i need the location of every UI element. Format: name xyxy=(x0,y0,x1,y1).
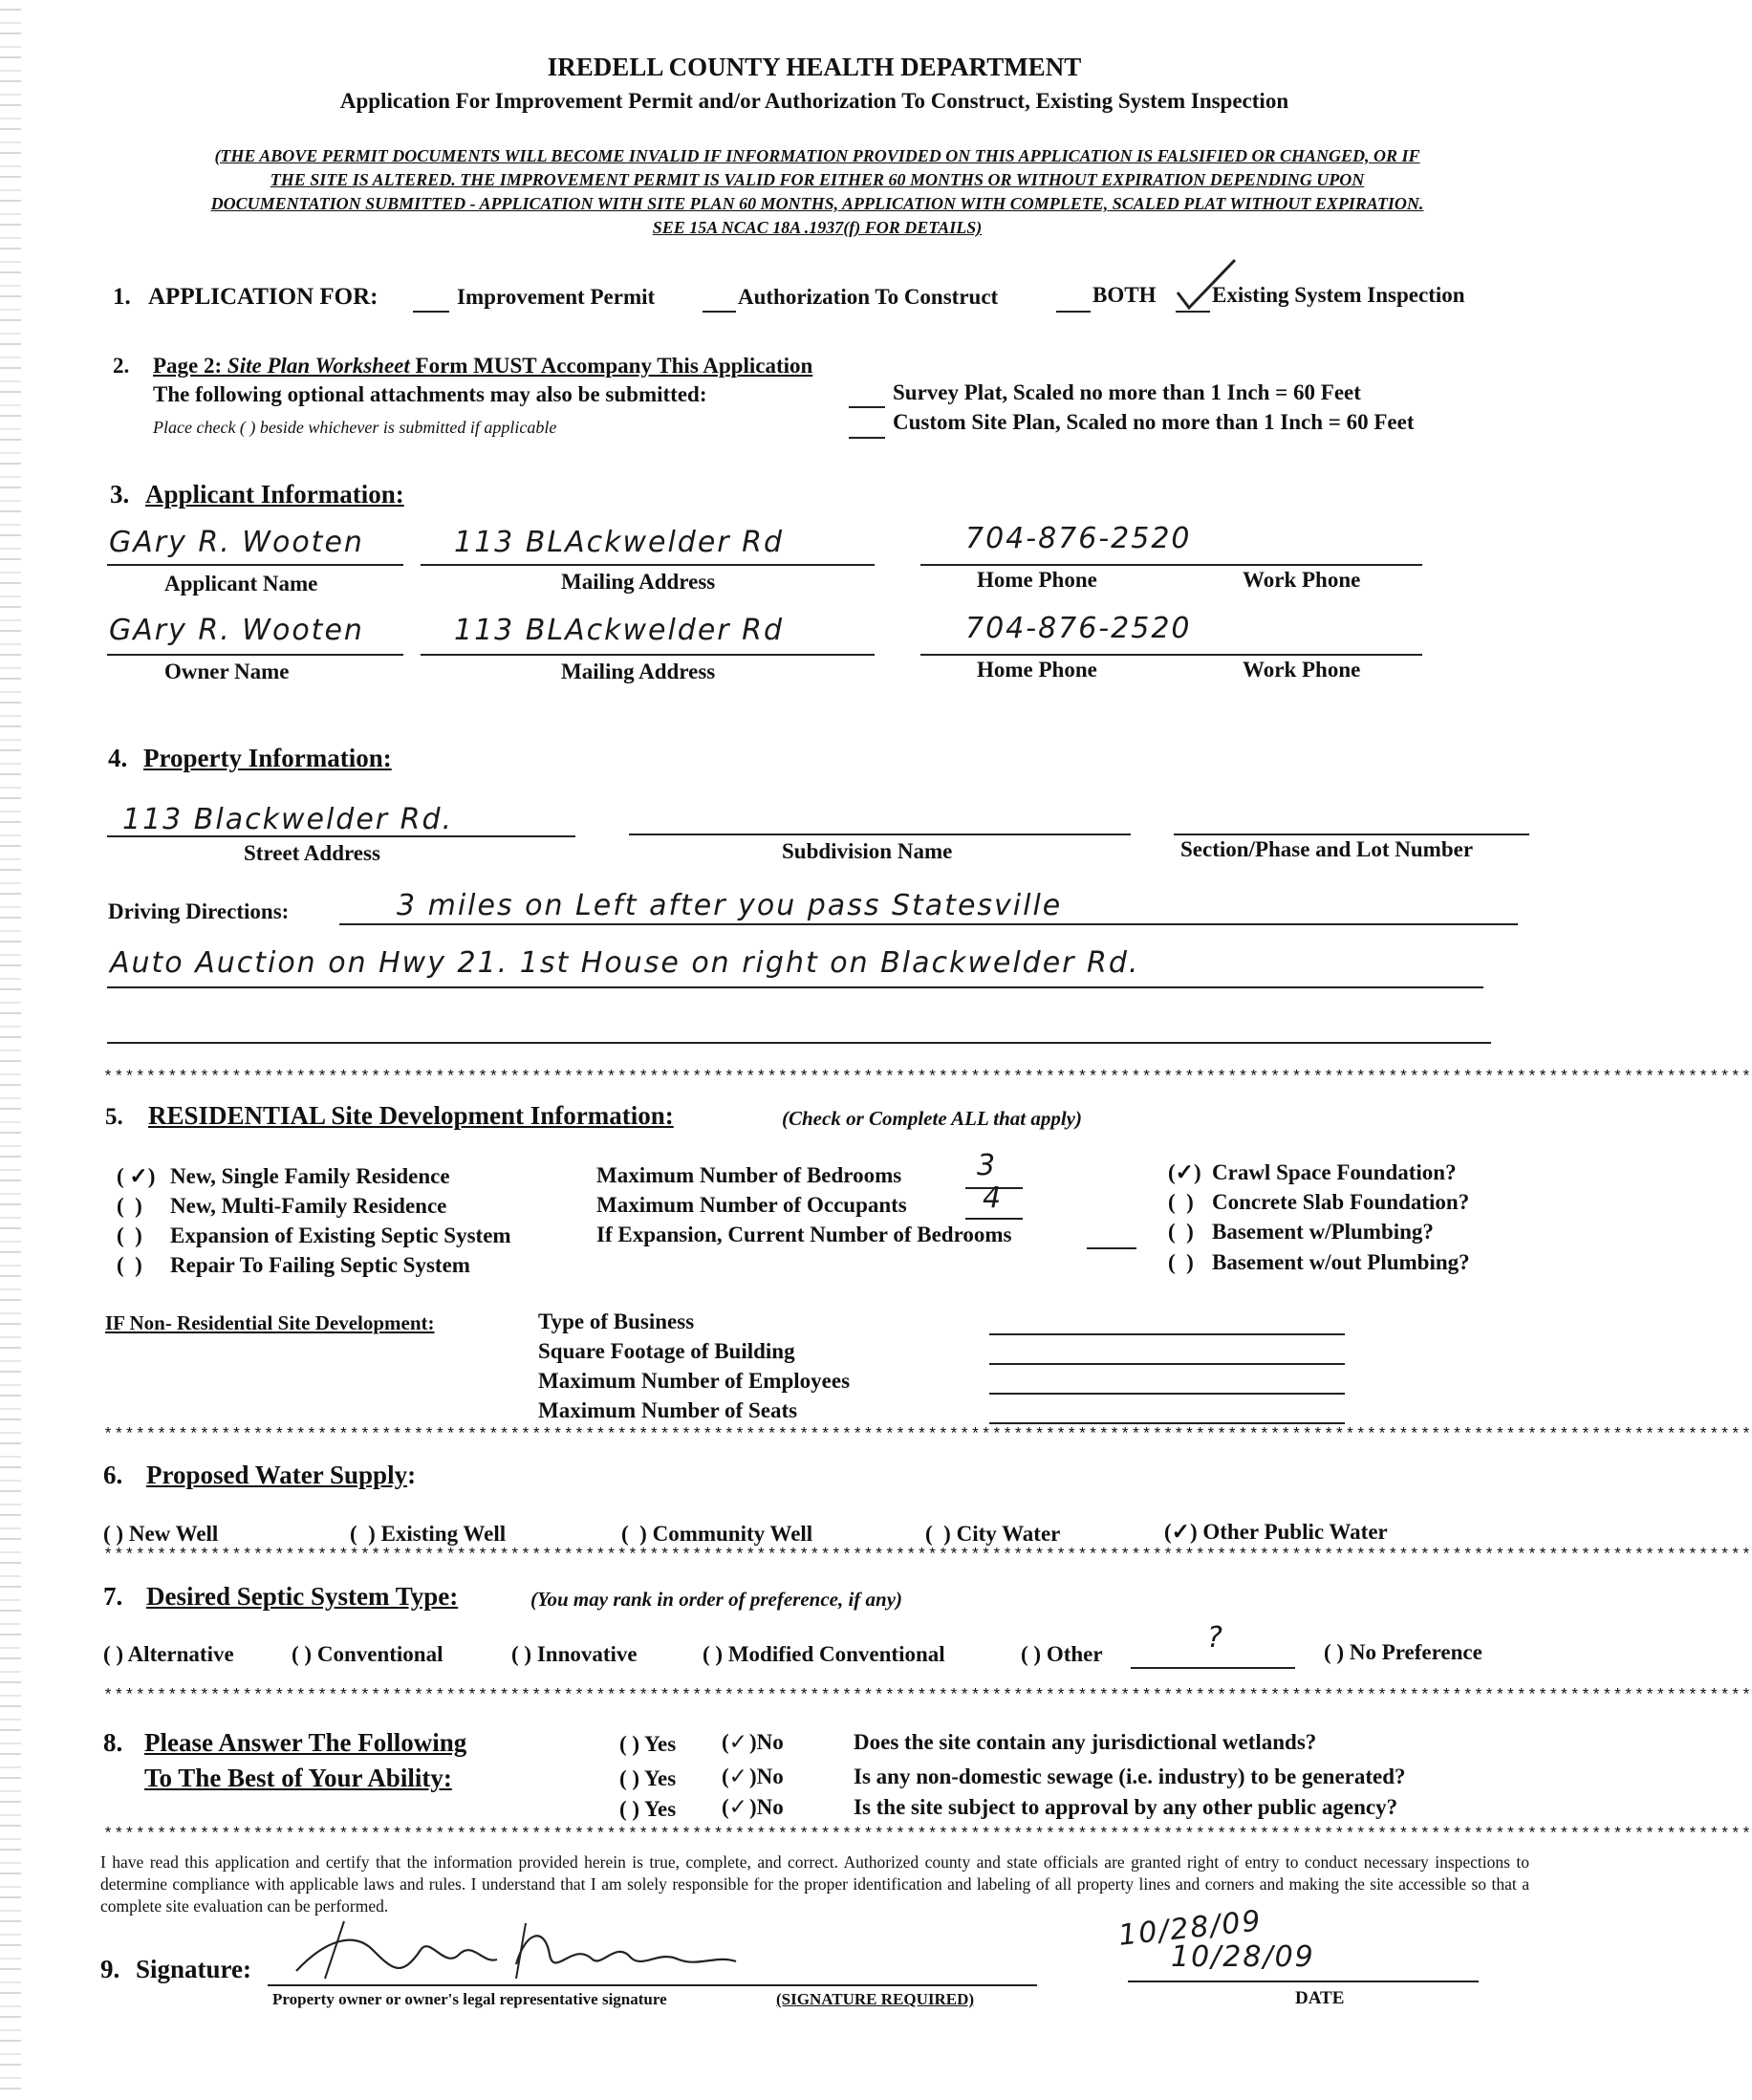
option-custom-site-plan: Custom Site Plan, Scaled no more than 1 Inch = 60 Feet xyxy=(893,410,1415,434)
type-of-business-label: Type of Business xyxy=(538,1310,695,1333)
owner-home-phone-line[interactable] xyxy=(920,654,1193,656)
water-city-water-label: City Water xyxy=(956,1522,1061,1546)
checkbox-basement-plumbing[interactable]: ( ) xyxy=(1168,1220,1194,1244)
applicant-name-line[interactable] xyxy=(107,564,403,566)
place-check-instruction: Place check ( ) beside whichever is submitted if applicable xyxy=(153,418,557,437)
option-survey-plat: Survey Plat, Scaled no more than 1 Inch = 60 Feet xyxy=(893,380,1361,404)
q3-text: Is the site subject to approval by any other public agency? xyxy=(854,1795,1398,1819)
applicant-home-phone-line[interactable] xyxy=(920,564,1193,566)
water-other-public-mark: ✓ xyxy=(1171,1520,1190,1544)
signature-image xyxy=(287,1912,746,1988)
optional-attachments-text: The following optional attachments may also be submitted: xyxy=(153,382,707,406)
checkbox-expansion[interactable]: ( ) xyxy=(117,1223,142,1247)
applicant-address-value: 113 BLAckwelder Rd xyxy=(454,526,785,559)
section-4-number: 4. xyxy=(108,744,128,772)
applicant-information-title: Applicant Information: xyxy=(145,480,404,509)
date-line[interactable] xyxy=(1128,1981,1479,1982)
water-community-well[interactable]: ( ) Community Well xyxy=(621,1522,813,1546)
q2-yes-label: Yes xyxy=(643,1766,677,1790)
certification-text: I have read this application and certify that the information provided herein is true, complete, and correct. Authorized county and state officials are granted right of entry to conduct necessary inspections to determine compliance with applicable laws and rules. I understand that I am solely responsible for the proper identification and labeling of all property lines and corners and making the site accessible so that a complete site evaluation can be performed. xyxy=(100,1852,1529,1916)
form-subtitle: Application For Improvement Permit and/or Authorization To Construct, Existing System Inspection xyxy=(339,89,1289,113)
single-family-mark: ✓ xyxy=(129,1164,148,1188)
expansion-bedrooms-label: If Expansion, Current Number of Bedrooms xyxy=(596,1223,1012,1246)
label-concrete-slab: Concrete Slab Foundation? xyxy=(1212,1190,1470,1214)
option-both: BOTH xyxy=(1092,283,1157,307)
occupants-value: 4 xyxy=(983,1181,1004,1215)
best-ability-title: To The Best of Your Ability: xyxy=(144,1764,452,1792)
q3-yes[interactable]: ( ) Yes xyxy=(619,1797,677,1821)
option-improvement-permit: Improvement Permit xyxy=(457,285,656,309)
residential-title: RESIDENTIAL Site Development Information: xyxy=(148,1101,674,1130)
q3-yes-label: Yes xyxy=(643,1797,677,1821)
checkbox-crawl-space[interactable]: (✓) xyxy=(1168,1160,1201,1184)
label-basement-no-plumbing: Basement w/out Plumbing? xyxy=(1212,1250,1470,1274)
water-other-public[interactable]: (✓) Other Public Water xyxy=(1164,1520,1388,1544)
owner-address-line[interactable] xyxy=(421,654,875,656)
applicant-home-phone-value: 704-876-2520 xyxy=(965,522,1192,555)
water-new-well[interactable]: ( ) New Well xyxy=(103,1522,219,1546)
q1-no-label: No xyxy=(756,1730,784,1754)
occupants-label: Maximum Number of Occupants xyxy=(596,1193,907,1217)
septic-type-title: Desired Septic System Type: xyxy=(146,1582,459,1611)
star-divider-5: ********************************************************************************************************************************************************** xyxy=(103,1826,1752,1844)
improvement-permit-blank[interactable] xyxy=(413,311,449,313)
both-blank[interactable] xyxy=(1056,311,1091,313)
septic-no-preference[interactable]: ( ) No Preference xyxy=(1324,1640,1482,1664)
lot-number-line[interactable] xyxy=(1174,834,1529,835)
department-title: IREDELL COUNTY HEALTH DEPARTMENT xyxy=(547,53,1082,81)
signature-caption: Property owner or owner's legal representative signature xyxy=(272,1990,667,2008)
crawl-space-mark: ✓ xyxy=(1175,1160,1194,1184)
signature-required: (SIGNATURE REQUIRED) xyxy=(776,1990,975,2008)
non-residential-label: IF Non- Residential Site Development: xyxy=(105,1311,435,1334)
occupants-line[interactable] xyxy=(965,1218,1023,1220)
water-supply-colon: : xyxy=(407,1461,417,1489)
date-label: DATE xyxy=(1295,1988,1345,2008)
septic-modified-conventional[interactable]: ( ) Modified Conventional xyxy=(703,1642,945,1666)
owner-name-line[interactable] xyxy=(107,654,403,656)
q1-text: Does the site contain any jurisdictional wetlands? xyxy=(854,1730,1317,1754)
checkbox-basement-no-plumbing[interactable]: ( ) xyxy=(1168,1250,1194,1274)
applicant-home-phone-label: Home Phone xyxy=(977,568,1097,592)
checkbox-single-family[interactable]: ( ✓) xyxy=(117,1164,156,1188)
bedrooms-value: 3 xyxy=(977,1149,998,1182)
label-crawl-space: Crawl Space Foundation? xyxy=(1212,1160,1457,1184)
site-plan-must-accompany: Form MUST Accompany This Application xyxy=(409,354,813,378)
owner-home-phone-value: 704-876-2520 xyxy=(965,612,1192,645)
notice-line-3: DOCUMENTATION SUBMITTED - APPLICATION WITH SITE PLAN 60 MONTHS, APPLICATION WITH COMPLETE, SCALED PLAT WITHOUT EXPIRATION. xyxy=(210,194,1424,213)
owner-work-phone-line[interactable] xyxy=(1193,654,1422,656)
street-address-label: Street Address xyxy=(244,841,380,865)
site-plan-worksheet-label: Site Plan Worksheet xyxy=(227,354,410,378)
section-3-number: 3. xyxy=(110,480,130,509)
septic-no-preference-label: No Preference xyxy=(1349,1640,1482,1664)
applicant-work-phone-line[interactable] xyxy=(1193,564,1422,566)
max-employees-label: Maximum Number of Employees xyxy=(538,1369,851,1393)
date-value-2: 10/28/09 xyxy=(1171,1940,1315,1974)
septic-alternative[interactable]: ( ) Alternative xyxy=(103,1642,234,1666)
notice-line-4: SEE 15A NCAC 18A .1937(f) FOR DETAILS) xyxy=(652,218,983,237)
owner-name-value: GAry R. Wooten xyxy=(109,614,364,647)
section-7-number: 7. xyxy=(103,1582,123,1611)
septic-type-note: (You may rank in order of preference, if any) xyxy=(530,1588,903,1611)
septic-other-label: Other xyxy=(1046,1642,1103,1666)
application-for-label: APPLICATION FOR: xyxy=(148,284,379,310)
q2-text: Is any non-domestic sewage (i.e. industry) to be generated? xyxy=(854,1764,1406,1788)
label-single-family: New, Single Family Residence xyxy=(170,1164,450,1188)
q2-yes[interactable]: ( ) Yes xyxy=(619,1766,677,1790)
scan-edge-artifact xyxy=(0,0,21,2100)
q1-yes[interactable]: ( ) Yes xyxy=(619,1732,677,1756)
water-other-public-label: Other Public Water xyxy=(1202,1520,1388,1544)
septic-other-value: ? xyxy=(1207,1621,1224,1655)
q2-no-label: No xyxy=(756,1764,784,1788)
star-divider-4: ********************************************************************************************************************************************************** xyxy=(103,1687,1752,1705)
site-plan-requirement xyxy=(153,354,812,379)
septic-other-line[interactable] xyxy=(1131,1667,1295,1669)
residential-note: (Check or Complete ALL that apply) xyxy=(782,1107,1082,1130)
directions-line-2-value: Auto Auction on Hwy 21. 1st House on right on Blackwelder Rd. xyxy=(110,946,1140,980)
septic-conventional[interactable]: ( ) Conventional xyxy=(292,1642,443,1666)
max-seats-line[interactable] xyxy=(989,1422,1345,1424)
max-seats-label: Maximum Number of Seats xyxy=(538,1398,798,1422)
authorization-blank[interactable] xyxy=(703,311,736,313)
lot-number-label: Section/Phase and Lot Number xyxy=(1180,837,1474,861)
label-basement-plumbing: Basement w/Plumbing? xyxy=(1212,1220,1434,1244)
site-plan-page-label: Page 2: xyxy=(153,354,227,378)
applicant-name-value: GAry R. Wooten xyxy=(109,526,364,559)
driving-directions-label: Driving Directions: xyxy=(108,899,290,923)
survey-plat-blank[interactable] xyxy=(849,406,885,408)
signature-line[interactable] xyxy=(268,1984,1037,1986)
q2-no[interactable]: (✓)No xyxy=(722,1764,784,1789)
custom-site-plan-blank[interactable] xyxy=(849,437,885,439)
square-footage-line[interactable] xyxy=(989,1363,1345,1365)
directions-line-2[interactable] xyxy=(107,986,1483,988)
subdivision-name-label: Subdivision Name xyxy=(782,839,953,863)
septic-innovative-label: Innovative xyxy=(536,1642,638,1666)
q1-yes-label: Yes xyxy=(643,1732,677,1756)
street-address-line[interactable] xyxy=(107,835,575,837)
section-9-number: 9. xyxy=(100,1955,120,1983)
section-6-number: 6. xyxy=(103,1461,123,1489)
star-divider-1: ********************************************************************************************************************************************************** xyxy=(103,1069,1752,1087)
option-existing-system-inspection: Existing System Inspection xyxy=(1212,283,1465,307)
option-authorization-to-construct: Authorization To Construct xyxy=(738,285,999,309)
subdivision-line[interactable] xyxy=(629,834,1131,835)
water-city-water[interactable]: ( ) City Water xyxy=(925,1522,1061,1546)
star-divider-2: ********************************************************************************************************************************************************** xyxy=(103,1426,1752,1444)
checkbox-repair[interactable]: ( ) xyxy=(117,1253,142,1277)
water-supply-title-text: Proposed Water Supply xyxy=(146,1461,408,1489)
applicant-mailing-label: Mailing Address xyxy=(561,570,716,594)
date-value-1: 10/28/09 xyxy=(1116,1904,1265,1953)
owner-address-value: 113 BLAckwelder Rd xyxy=(454,614,785,647)
section-2-number: 2. xyxy=(113,354,130,378)
signature-label: Signature: xyxy=(136,1955,252,1983)
applicant-work-phone-label: Work Phone xyxy=(1243,568,1361,592)
applicant-address-line[interactable] xyxy=(421,564,875,566)
water-community-well-label: Community Well xyxy=(652,1522,813,1546)
section-5-number: 5. xyxy=(105,1104,123,1130)
please-answer-title: Please Answer The Following xyxy=(144,1728,467,1757)
label-repair: Repair To Failing Septic System xyxy=(170,1253,470,1277)
label-expansion: Expansion of Existing Septic System xyxy=(170,1223,511,1247)
label-multi-family: New, Multi-Family Residence xyxy=(170,1194,447,1218)
expansion-bedrooms-line[interactable] xyxy=(1087,1247,1136,1249)
owner-mailing-label: Mailing Address xyxy=(561,660,716,683)
owner-name-label: Owner Name xyxy=(164,660,290,683)
star-divider-3: ********************************************************************************************************************************************************** xyxy=(103,1547,1752,1565)
q3-no[interactable]: (✓)No xyxy=(722,1795,784,1820)
directions-line-1[interactable] xyxy=(339,923,1518,925)
directions-line-1-value: 3 miles on Left after you pass Statesville xyxy=(397,889,1063,922)
notice-line-1: (THE ABOVE PERMIT DOCUMENTS WILL BECOME INVALID IF INFORMATION PROVIDED ON THIS APPLICATION IS FALSIFIED OR CHANGED, OR IF xyxy=(214,146,1420,165)
notice-line-2: THE SITE IS ALTERED. THE IMPROVEMENT PERMIT IS VALID FOR EITHER 60 MONTHS OR WITHOUT EXPIRATION DEPENDING UPON xyxy=(270,170,1365,189)
checkbox-multi-family[interactable]: ( ) xyxy=(117,1194,142,1218)
directions-line-3[interactable] xyxy=(107,1042,1491,1044)
septic-other[interactable]: ( ) Other xyxy=(1021,1642,1103,1666)
water-new-well-label: New Well xyxy=(128,1522,219,1546)
septic-conventional-label: Conventional xyxy=(316,1642,443,1666)
water-existing-well[interactable]: ( ) Existing Well xyxy=(350,1522,507,1546)
street-address-value: 113 Blackwelder Rd. xyxy=(122,803,454,836)
square-footage-label: Square Footage of Building xyxy=(538,1339,795,1363)
septic-alternative-label: Alternative xyxy=(127,1642,234,1666)
owner-work-phone-label: Work Phone xyxy=(1243,658,1361,682)
q1-no[interactable]: (✓)No xyxy=(722,1730,784,1755)
applicant-name-label: Applicant Name xyxy=(164,572,318,595)
owner-home-phone-label: Home Phone xyxy=(977,658,1097,682)
max-employees-line[interactable] xyxy=(989,1393,1345,1395)
section-1-number: 1. xyxy=(113,284,131,310)
septic-modified-conventional-label: Modified Conventional xyxy=(727,1642,945,1666)
septic-innovative[interactable]: ( ) Innovative xyxy=(511,1642,638,1666)
water-supply-title xyxy=(146,1461,416,1490)
bedrooms-label: Maximum Number of Bedrooms xyxy=(596,1163,902,1187)
type-of-business-line[interactable] xyxy=(989,1333,1345,1335)
checkbox-concrete-slab[interactable]: ( ) xyxy=(1168,1190,1194,1214)
property-information-title: Property Information: xyxy=(143,744,392,772)
q3-no-label: No xyxy=(756,1795,784,1819)
section-8-number: 8. xyxy=(103,1728,123,1757)
water-existing-well-label: Existing Well xyxy=(380,1522,507,1546)
